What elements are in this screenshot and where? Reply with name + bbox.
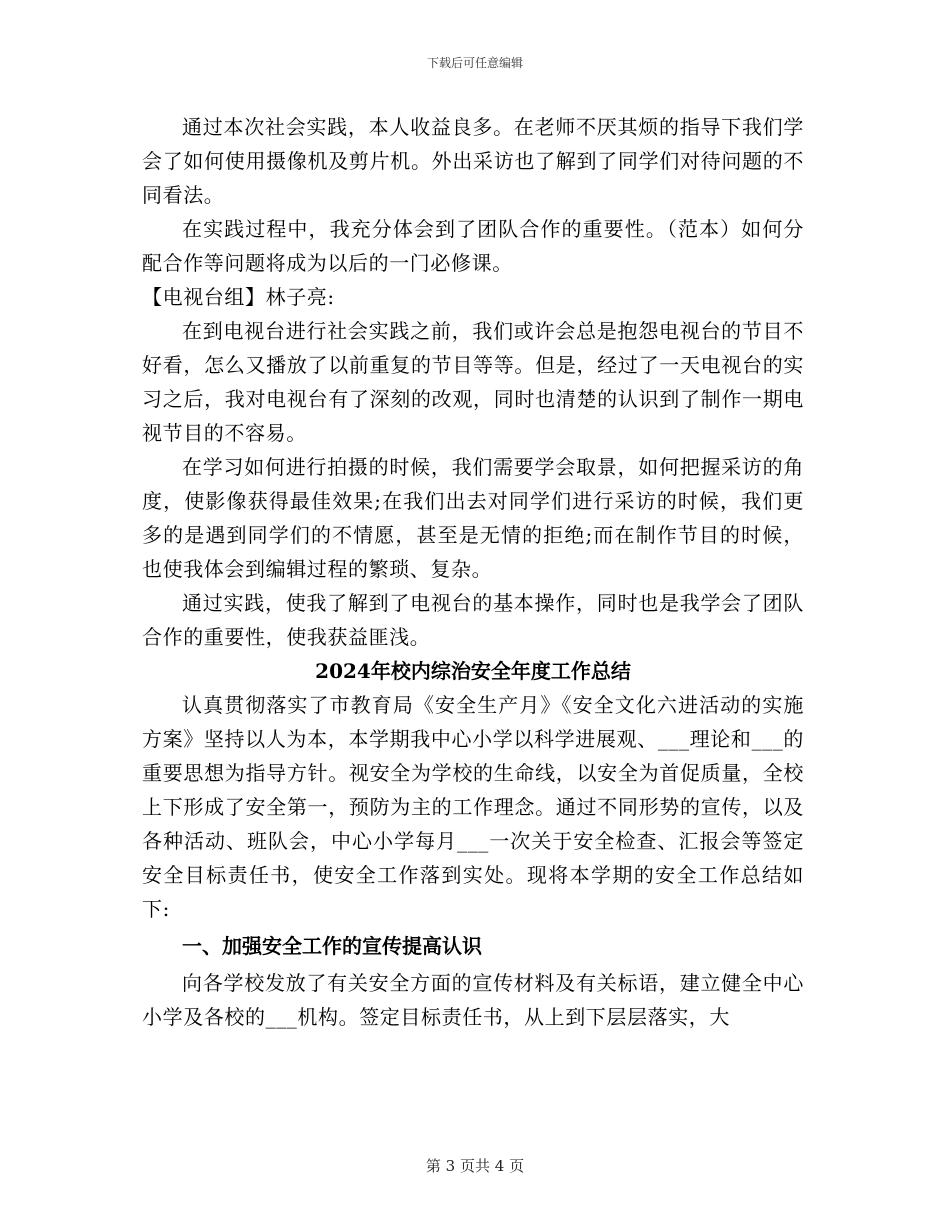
page-footer: 第 3 页共 4 页 [425,1157,525,1175]
paragraph: 在到电视台进行社会实践之前，我们或许会总是抱怨电视台的节目不好看，怎么又播放了以前重复的节目等等。但是，经过了一天电视台的实习之后，我对电视台有了深刻的改观，同时也清楚的认识到了制作一期电视节目的不容易。 [142,319,804,445]
section-title: 2024年校内综治安全年度工作总结 [315,659,631,683]
subheading-paragraph: 向各学校发放了有关安全方面的宣传材料及有关标语，建立健全中心小学及各校的___机构。签定目标责任书，从上到下层层落实，大 [142,971,804,1029]
paragraph: 在实践过程中，我充分体会到了团队合作的重要性。（范本）如何分配合作等问题将成为以后的一门必修课。 [142,217,804,275]
document-body [142,110,804,1034]
paragraph: 通过本次社会实践，本人收益良多。在老师不厌其烦的指导下我们学会了如何使用摄像机及剪片机。外出采访也了解到了同学们对待问题的不同看法。 [142,115,804,207]
paragraph: 通过实践，使我了解到了电视台的基本操作，同时也是我学会了团队合作的重要性，使我获益匪浅。 [142,591,804,649]
page-header: 下载后可任意编辑 [426,56,523,70]
paragraph: 在学习如何进行拍摄的时候，我们需要学会取景，如何把握采访的角度，使影像获得最佳效果;在我们出去对同学们进行采访的时候，我们更多的是遇到同学们的不情愿，甚至是无情的拒绝;而在制作节目的时候，也使我体会到编辑过程的繁琐、复杂。 [142,455,804,581]
section-intro: 认真贯彻落实了市教育局《安全生产月》《安全文化六进活动的实施方案》坚持以人为本，本学期我中心小学以科学进展观、___理论和___的重要思想为指导方针。视安全为学校的生命线，以安全为首促质量，全校上下形成了安全第一，预防为主的工作理念。通过不同形势的宣传，以及各种活动、班队会，中心小学每月___一次关于安全检查、汇报会等签定安全目标责任书，使安全工作落到实处。现将本学期的安全工作总结如下: [142,693,804,921]
subheading: 一、加强安全工作的宣传提高认识 [182,934,482,958]
group-label: 【电视台组】林子亮: [142,285,335,309]
